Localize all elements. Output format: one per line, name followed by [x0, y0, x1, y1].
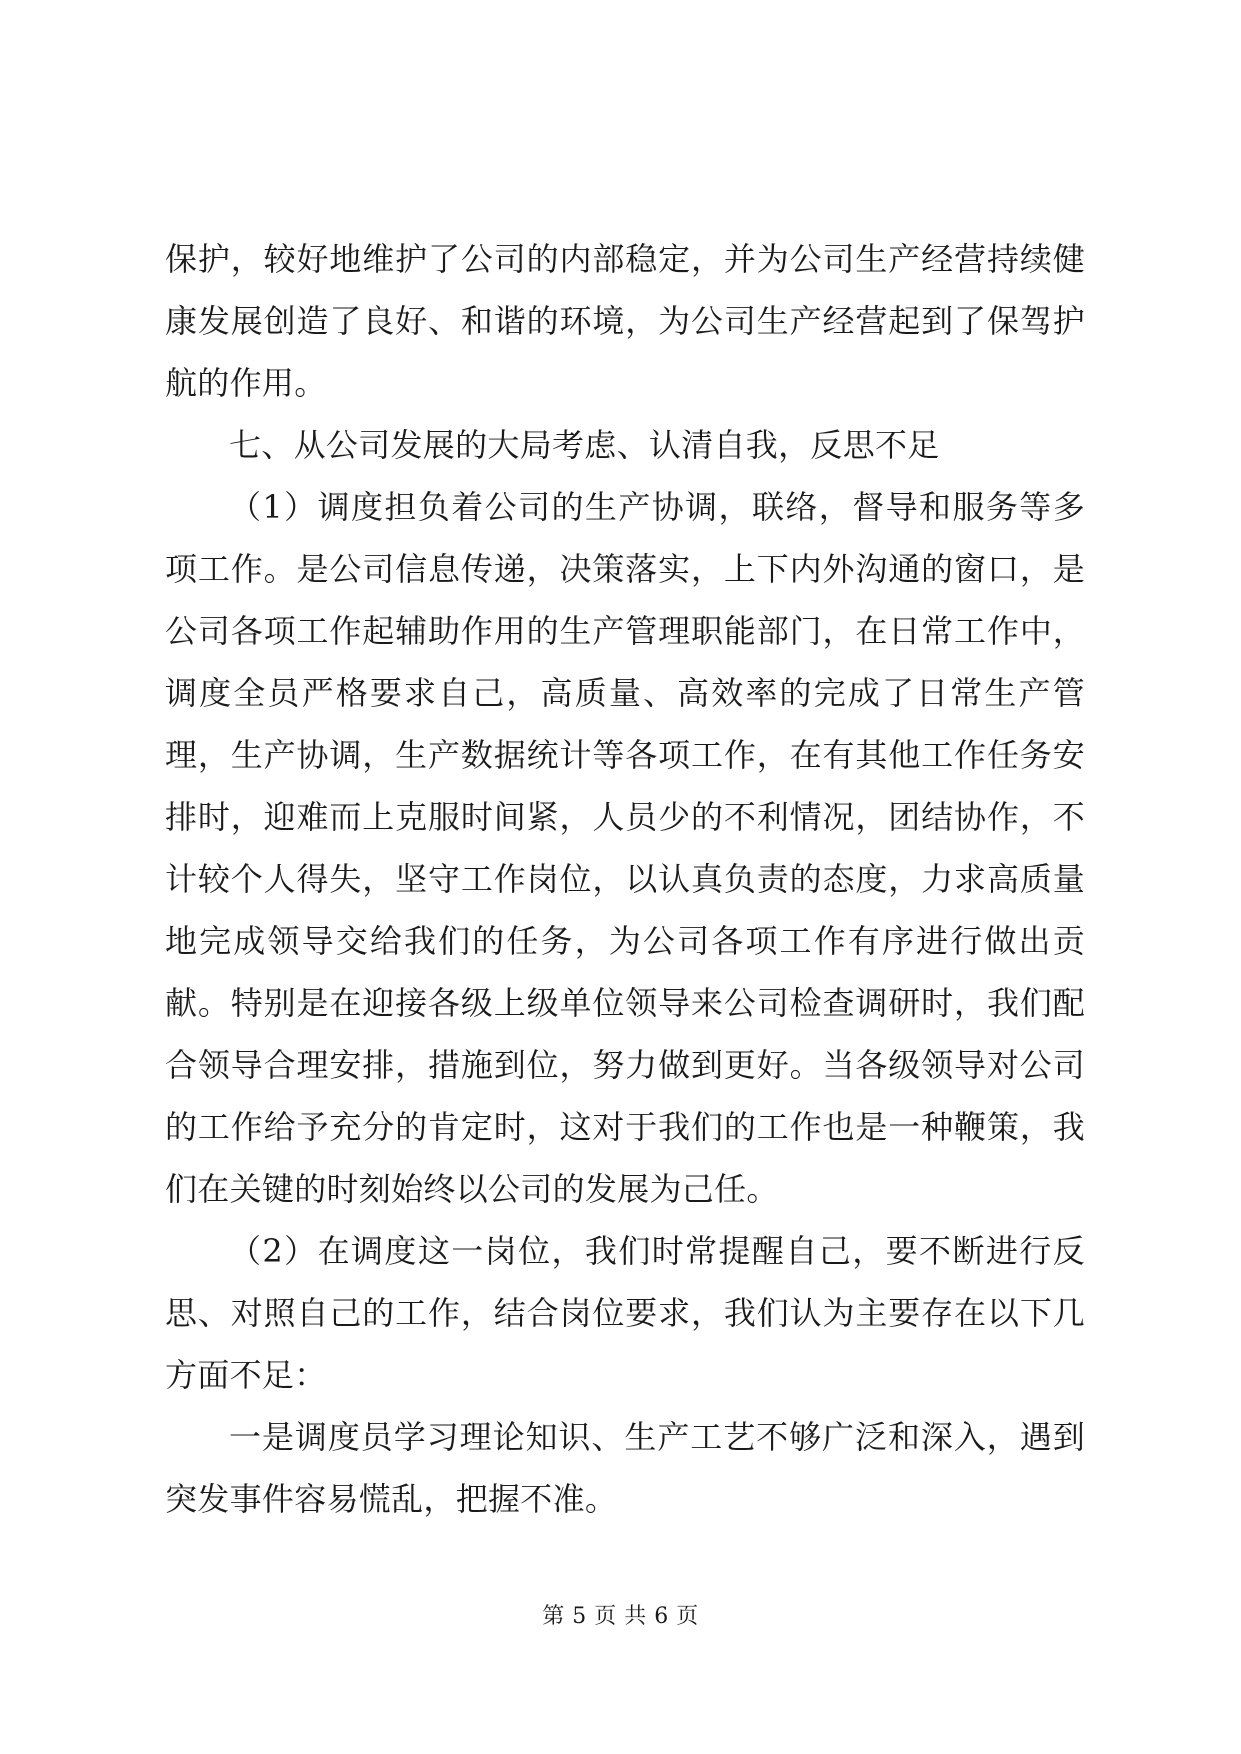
section-heading: 七、从公司发展的大局考虑、认清自我，反思不足 [229, 426, 940, 464]
paragraph-item-2: （2）在调度这一岗位，我们时常提醒自己，要不断进行反思、对照自己的工作，结合岗位要求，我们认为主要存在以下几方面不足： [165, 1232, 1085, 1394]
paragraph-item-1: （1）调度担负着公司的生产协调，联络，督导和服务等多项工作。是公司信息传递，决策落实，上下内外沟通的窗口，是公司各项工作起辅助作用的生产管理职能部门，在日常工作中，调度全员严格要求自己，高质量、高效率的完成了日常生产管理，生产协调，生产数据统计等各项工作，在有其他工作任务安排时，迎难而上克服时间紧，人员少的不利情况，团结协作，不计较个人得失，坚守工作岗位，以认真负责的态度，力求高质量地完成领导交给我们的任务，为公司各项工作有序进行做出贡献。特别是在迎接各级上级单位领导来公司检查调研时，我们配合领导合理安排，措施到位，努力做到更好。当各级领导对公司的工作给予充分的肯定时，这对于我们的工作也是一种鞭策，我们在关键的时刻始终以公司的发展为己任。 [165, 488, 1085, 1208]
paragraph-point-1: 一是调度员学习理论知识、生产工艺不够广泛和深入，遇到突发事件容易慌乱，把握不准。 [165, 1418, 1085, 1518]
document-body [165, 228, 1085, 1530]
paragraph-continuation: 保护，较好地维护了公司的内部稳定，并为公司生产经营持续健康发展创造了良好、和谐的环境，为公司生产经营起到了保驾护航的作用。 [165, 240, 1085, 402]
page-footer: 第 5 页 共 6 页 [542, 1604, 699, 1629]
